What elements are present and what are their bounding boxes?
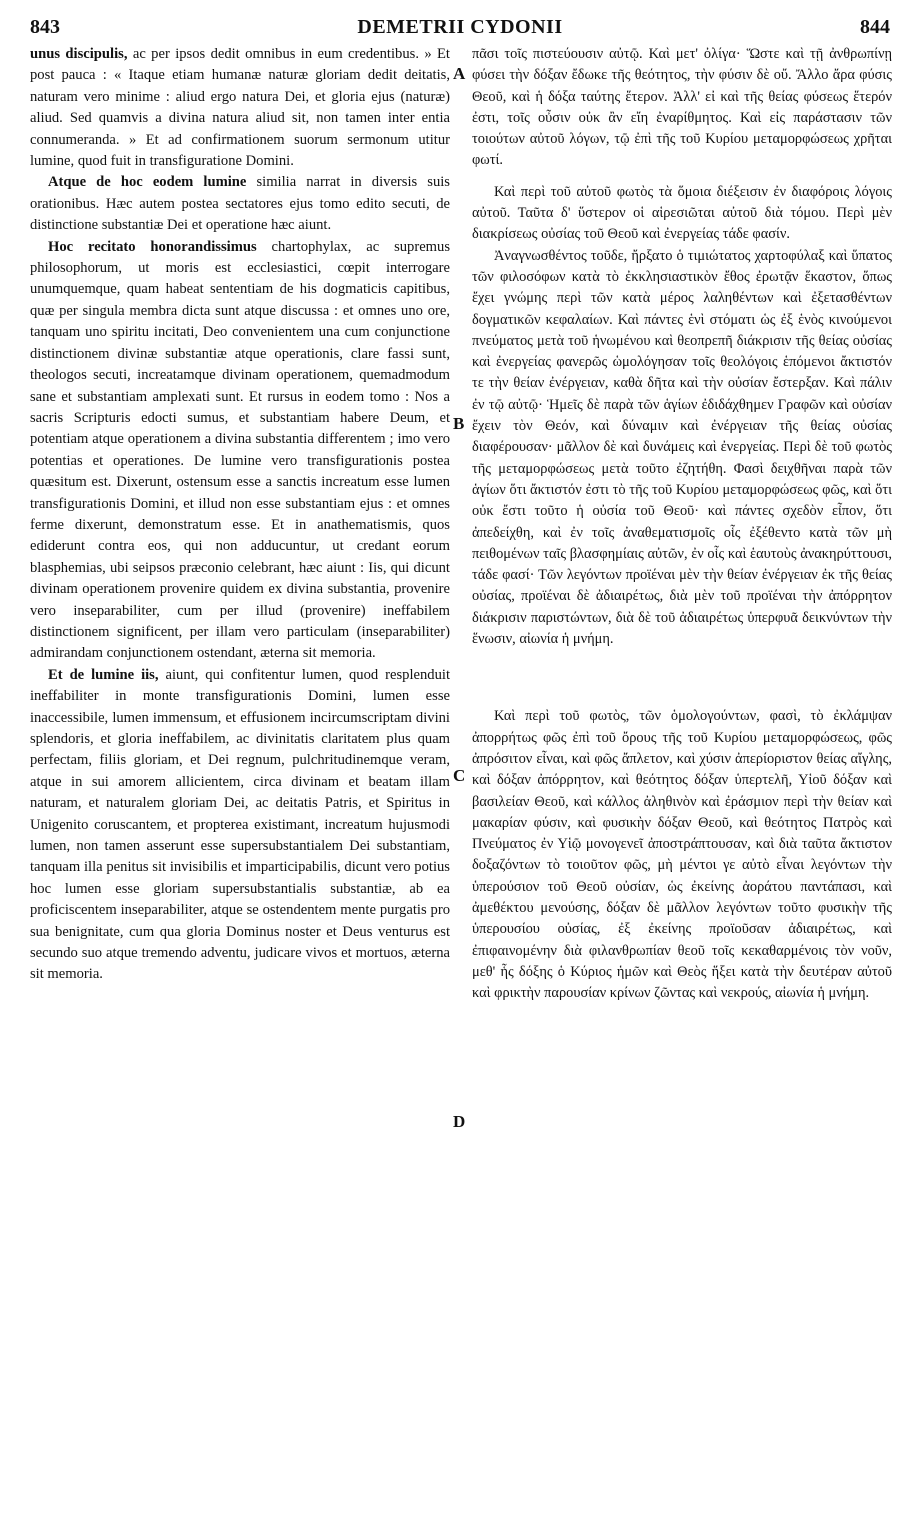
section-marker-a: A [453, 64, 466, 83]
running-title: DEMETRII CYDONII [357, 16, 563, 38]
paragraph-text: similia narrat in diversis suis orationibus. Hæc autem postea sectatores ejus tomo edito secuti, de distinctione substantiæ Dei et operatione hæc aiunt. [30, 174, 450, 234]
greek-paragraph: Καὶ περὶ τοῦ αὐτοῦ φωτὸς τὰ ὅμοια διέξεισιν ἐν διαφόροις λόγοις αὐτοῦ. Ταῦτα δ' ὕστερον οἱ αἱρεσιῶται αὐτοῦ διὰ τόμου. Περὶ μὲν διακρίσεως οὐσίας τοῦ Θεοῦ καὶ ἐνεργείας τάδε φασίν. [472, 183, 892, 243]
paragraph-text: chartophylax, ac supremus philosophorum, ut moris est ecclesiastici, cœpit interrogare unumquemque, quam habeat sententiam de his dogmaticis capitibus, quæ per singula membra dicta sunt atque discussa : et omnes uno ore, tanquam uno spiritu incitati, Deo convenientem una cum conjunctione distinctionem divinæ substantiæ atque operationis, clare fassi sunt, theologos secuti, increatamque divinam operationem, quemadmodum sane et substantiam amplexati sunt. Et rursus in eodem tomo : Nos a sacris Scripturis edocti sumus, et substantiam habere Deum, et potentiam atque operationem a divina substantia differentem ; imo vero potentias et operationes. De lumine vero transfigurationis postea quæsitum est. Dixerunt, ostensum esse a sanctis increatum esse lumen transfigurationis Domini, et illud non esse substantiam ejus : et omnes ferme dixerunt, demonstratum esse. Et in anathematismis, quos ediderunt contra eos, qui non adducuntur, ut credant eorum blasphemias, ubi seipsos præconio celebrant, hæc aiunt : Iis, qui dicunt divinam operationem provenire quidem ex divina substantia, provenire vero inseparabiliter, cum per illud (provenire) ineffabilem distinctionem significent, per illam vero particulam (inseparabiliter) admirandam conjunctionem ostendant, æterna sit memoria. [30, 238, 450, 662]
section-marker-d: D [453, 1112, 466, 1131]
greek-paragraph: Ἀναγνωσθέντος τοῦδε, ἤρξατο ὁ τιμιώτατος χαρτοφύλαξ καὶ ὕπατος τῶν φιλοσόφων κατὰ τὸ ἐκκλησιαστικὸν ἔθος ἐρωτᾷν ἕκαστον, ὅπως ἔχει γνώμης περὶ τῶν κατὰ μέρος λαληθέντων καὶ ἐξετασθέντων δογματικῶν κεφαλαίων. Καὶ πάντες ἑνὶ στόματι ὡς ἐξ ἑνὸς κινούμενοι πνεύματος μετὰ τοῦ ἡνωμένου καὶ θεοπρεπῆ διάκρισιν τῆς θείας οὐσίας καὶ ἐνεργείας φανερῶς ὡμολόγησαν τοῖς θεολόγοις ἑπόμενοι ἄκτιστόν τε τὴν θείαν ἐνέργειαν, καθὰ δῆτα καὶ τὴν οὐσίαν ἔστερξαν. Καὶ πάλιν ἐν τῷ αὐτῷ· Ἡμεῖς δὲ παρὰ τῶν ἁγίων ἐδιδάχθημεν Γραφῶν καὶ οὐσίαν ἔχειν τὸν Θεόν, καὶ δύναμιν καὶ ἐνέργειαν τῆς θείας οὐσίας διαφέρουσαν· μᾶλλον δὲ καὶ δυνάμεις καὶ ἐνεργείας. Περὶ δὲ τοῦ φωτὸς τῆς μεταμορφώσεως μετὰ τοῦτο ἐζητήθη. Φασὶ δειχθῆναι παρὰ τῶν ἁγίων ὅτι ἄκτιστόν ἐστι τὸ τῆς τοῦ Κυρίου μεταμορφώσεως φῶς, καὶ ὅτι οὐκ ἔστι τοῦτο ἡ οὐσία τοῦ Θεοῦ· καὶ πάντες σχεδὸν εἶπον, ὅτι ἀπεδείχθη, καὶ ἐν τοῖς ἀναθεματισμοῖς οἷς ἐξέθεντο κατὰ τῶν μὴ πειθομένων ταῖς βλασφημίαις αὐτῶν, ἐν οἷς καὶ ἑαυτοὺς ἀνακηρύττουσι, τάδε φασί· Τῶν λεγόντων προϊέναι μὲν τὴν θείαν ἐνέργειαν ἐκ τῆς θείας οὐσίας, προϊέναι δὲ ἀδιαιρέτως, διὰ μὲν τοῦ προϊέναι τὴν ἀπόρρητον διάκρισιν παριστώντων, διὰ δὲ τοῦ ἀδιαιρέτως ὑπερφυᾶ δεικνύντων τὴν ἕνωσιν, αἰωνία ἡ μνήμη. [472, 247, 892, 648]
latin-column [30, 44, 450, 1524]
paragraph-lead: Hoc recitato honorandissimus [48, 238, 257, 255]
paragraph-text: ac per ipsos dedit omnibus in eum credentibus. » Et post pauca : « Itaque etiam humanæ naturæ gloriam dedit deitatis, naturam vero minime : aliud ergo natura Dei, et gloria ejus (naturæ) aliud. Sed quamvis a divina natura aliud sit, non tamen inter entia connumeranda. » Et ad confirmationem suorum sermonum utitur lumine, quod fuit in transfiguratione Domini. [30, 46, 450, 170]
latin-paragraph [30, 44, 450, 172]
greek-paragraph: Καὶ περὶ τοῦ φωτὸς, τῶν ὁμολογούντων, φασὶ, τὸ ἐκλάμψαν ἀπορρήτως φῶς ἐπὶ τοῦ ὄρους τῆς τοῦ Κυρίου μεταμορφώσεως, φῶς ἀπρόσιτον εἶναι, καὶ φῶς ἄπλετον, καὶ χύσιν ἀπερίοριστον θείας αἴγλης, καὶ δόξαν ἀπόρρητον, καὶ θεότητος δόξαν ὑπερτελῆ, Υἱοῦ δόξαν καὶ βασιλείαν Θεοῦ, καὶ κάλλος ἀληθινὸν καὶ ἐράσμιον περὶ τὴν θείαν καὶ μακαρίαν φύσιν, καὶ φυσικὴν δόξαν Θεοῦ, καὶ θεότητος Πατρὸς καὶ Πνεύματος ἐν Υἱῷ μονογενεῖ ἀποστράπτουσαν, καὶ διὰ ταῦτα ἄκτιστον δοξαζόντων τὸ τοιοῦτον φῶς, μὴ μέντοι γε αὐτὸ εἶναι λεγόντων τὴν ὑπερούσιον τοῦ Θεοῦ οὐσίαν, ὡς ἐκείνης ἀοράτου παντάπασι, καὶ ἀμεθέκτου μενούσης, δόξαν δὲ μᾶλλον λεγόντων τοῦτο φυσικὴν τῆς ὑπερουσίου οὐσίας, ἐξ ἐκείνης προϊοῦσαν ἀδιαιρέτως, καὶ ἐπιφαινομένην διὰ φιλανθρωπίαν θεοῦ τοῖς κεκαθαρμένοις τὸν νοῦν, μεθ' ἧς δόξης ὁ Κύριος ἡμῶν καὶ Θεὸς ἥξει κατὰ τὴν δευτέραν αὐτοῦ καὶ φρικτὴν παρουσίαν κρίνων ζῶντας καὶ νεκρούς, αἰωνία ἡ μνήμη. [472, 708, 892, 1002]
greek-column [472, 44, 892, 1524]
latin-paragraph [30, 172, 450, 236]
running-header [30, 12, 890, 44]
section-marker-c: C [453, 766, 466, 785]
paragraph-text: aiunt, qui confitentur lumen, quod resplenduit ineffabiliter in monte transfigurationis Domini, lumen esse inaccessibile, lumen immensum, et effusionem incircumscriptam divini splendoris, et gloria ineffabilem, ac divinitatis claritatem plus quam perfectam, filiis gloriam, et Dei regnum, pulchritudinemque veram, atque in sui amorem allicientem, circa divinam et beatam illam naturam, et naturalem gloriam Dei, ac deitatis Patris, et Spiritus in Unigenito coruscantem, et propterea existimant, increatum hujusmodi lumen, non tamen asserunt esse supersubstantialem Dei substantiam, tanquam illa penitus sit invisibilis et imparticipabilis, dicunt vero potius hoc lumen esse gloriam supersubstantialis substantiæ, ab ea proficiscentem inseparabiliter, atque se ostendentem mente purgatis pro sua benignitate, cum qua gloria Dominus noster et Deus venturus est secundo suo atque tremendo adventu, judicare vivos et mortuos, æterna sit memoria. [30, 666, 450, 983]
greek-paragraph: πᾶσι τοῖς πιστεύουσιν αὐτῷ. Καὶ μετ' ὀλίγα· Ὥστε καὶ τῇ ἀνθρωπίνῃ φύσει τὴν δόξαν ἔδωκε τῆς θεότητος, τὴν φύσιν δὲ οὔ. Ἄλλο ἄρα φύσις Θεοῦ, καὶ ἡ δόξα ταύτης ἕτερον. Ἀλλ' εἰ καὶ τῆς θείας φύσεως ἕτερόν ἐστι, τοῖς οὖσιν οὐκ ἂν εἴη ἐναρίθμητος. Καὶ εἰς παράστασιν τῶν τοιούτων αὐτοῦ λόγων, τῷ ἐπὶ τῆς τοῦ Κυρίου μεταμορφώσεως χρῆται φωτί. [472, 46, 892, 169]
latin-paragraph [30, 237, 450, 665]
section-marker-b: B [453, 414, 465, 433]
paragraph-lead: Et de lumine iis, [48, 666, 159, 683]
paragraph-lead: unus discipulis, [30, 46, 128, 62]
paragraph-lead: Atque de hoc eodem lumine [48, 174, 247, 191]
page-number-right: 844 [860, 16, 890, 38]
page-number-left: 843 [30, 16, 60, 38]
latin-paragraph [30, 665, 450, 986]
